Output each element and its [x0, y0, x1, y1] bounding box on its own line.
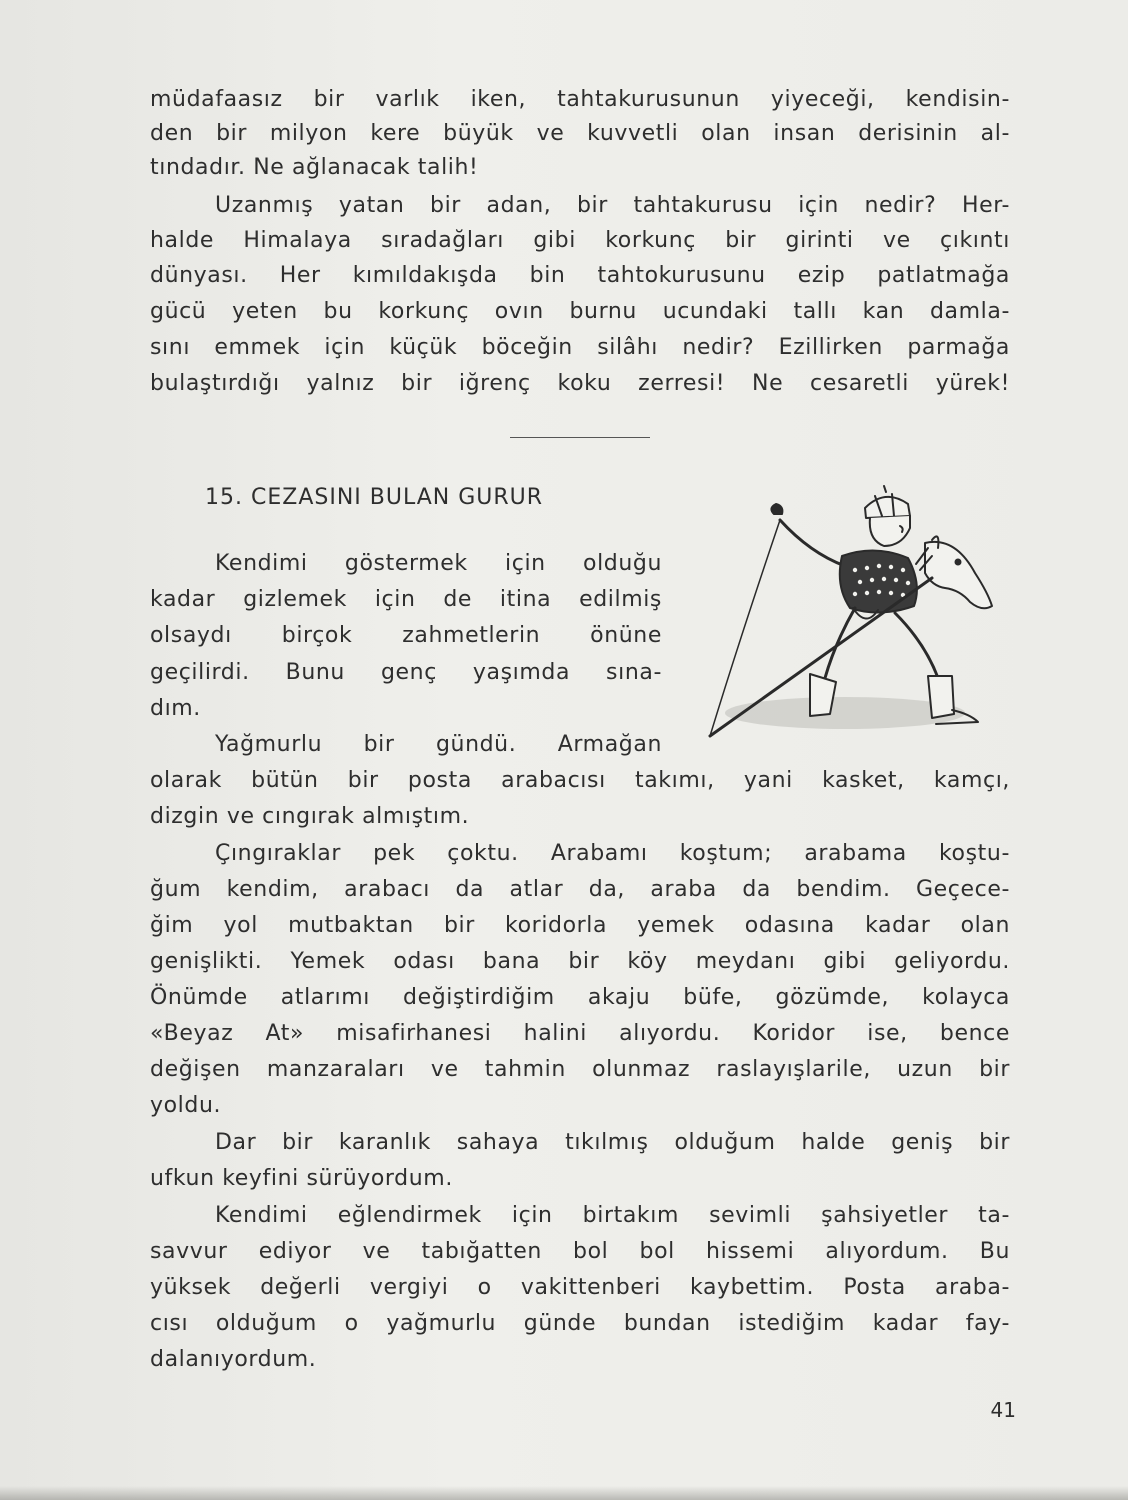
text-line: Çıngıraklar pek çoktu. Arabamı koştum; arabama koştu- [215, 841, 1010, 866]
section-heading: 15. CEZASINI BULAN GURUR [205, 485, 544, 510]
text-line: cısı olduğum o yağmurlu günde bundan istediğim kadar fay- [150, 1311, 1010, 1336]
text-line: genişlikti. Yemek odası bana bir köy meydanı gibi geliyordu. [150, 949, 1010, 974]
text-line: değişen manzaraları ve tahmin olunmaz raslayışlarile, uzun bir [150, 1057, 1010, 1082]
text-line: Önümde atlarımı değiştirdiğim akaju büfe, gözümde, kolayca [150, 985, 1010, 1010]
text-line: ğim yol mutbaktan bir koridorla yemek odasına kadar olan [150, 913, 1010, 938]
text-line: tındadır. Ne ağlanacak talih! [150, 155, 479, 180]
text-line: ğum kendim, arabacı da atlar da, araba da bendim. Geçece- [150, 877, 1010, 902]
text-line: Kendimi göstermek için olduğu [215, 551, 662, 576]
text-line: Yağmurlu bir gündü. Armağan [215, 732, 662, 757]
text-line: den bir milyon kere büyük ve kuvvetli olan insan derisinin al- [150, 121, 1010, 146]
text-line: dalanıyordum. [150, 1347, 317, 1372]
page-bottom-shadow [0, 1486, 1128, 1500]
text-line: dünyası. Her kımıldakışda bin tahtokurusunu ezip patlatmağa [150, 263, 1010, 288]
hobby-horse-boy-illustration [670, 478, 1010, 758]
text-line: olarak bütün bir posta arabacısı takımı, yani kasket, kamçı, [150, 768, 1010, 793]
text-line: olsaydı birçok zahmetlerin önüne [150, 623, 662, 648]
text-line: halde Himalaya sıradağları gibi korkunç bir girinti ve çıkıntı [150, 228, 1010, 253]
text-line: dım. [150, 696, 201, 721]
text-line: ufkun keyfini sürüyordum. [150, 1166, 453, 1191]
text-line: savvur ediyor ve tabığatten bol bol hissemi alıyordum. Bu [150, 1239, 1010, 1264]
text-line: gücü yeten bu korkunç ovın burnu ucundaki tallı kan damla- [150, 299, 1010, 324]
text-line: Kendimi eğlendirmek için birtakım sevimli şahsiyetler ta- [215, 1203, 1010, 1228]
text-line: «Beyaz At» misafirhanesi halini alıyordu. Koridor ise, bence [150, 1021, 1010, 1046]
text-line: yoldu. [150, 1093, 222, 1118]
text-line: kadar gizlemek için de itina edilmiş [150, 587, 662, 612]
text-line: Dar bir karanlık sahaya tıkılmış olduğum halde geniş bir [215, 1130, 1010, 1155]
text-line: bulaştırdığı yalnız bir iğrenç koku zerresi! Ne cesaretli yürek! [150, 371, 1010, 396]
section-divider [510, 437, 650, 438]
text-line: geçilirdi. Bunu genç yaşımda sına- [150, 660, 662, 685]
text-line: müdafaasız bir varlık iken, tahtakurusunun yiyeceği, kendisin- [150, 87, 1010, 112]
text-line: dizgin ve cıngırak almıştım. [150, 804, 470, 829]
text-line: yüksek değerli vergiyi o vakittenberi kaybettim. Posta araba- [150, 1275, 1010, 1300]
page-number: 41 [990, 1398, 1016, 1422]
text-line: sını emmek için küçük böceğin silâhı nedir? Ezillirken parmağa [150, 335, 1010, 360]
text-line: Uzanmış yatan bir adan, bir tahtakurusu için nedir? Her- [215, 193, 1010, 218]
